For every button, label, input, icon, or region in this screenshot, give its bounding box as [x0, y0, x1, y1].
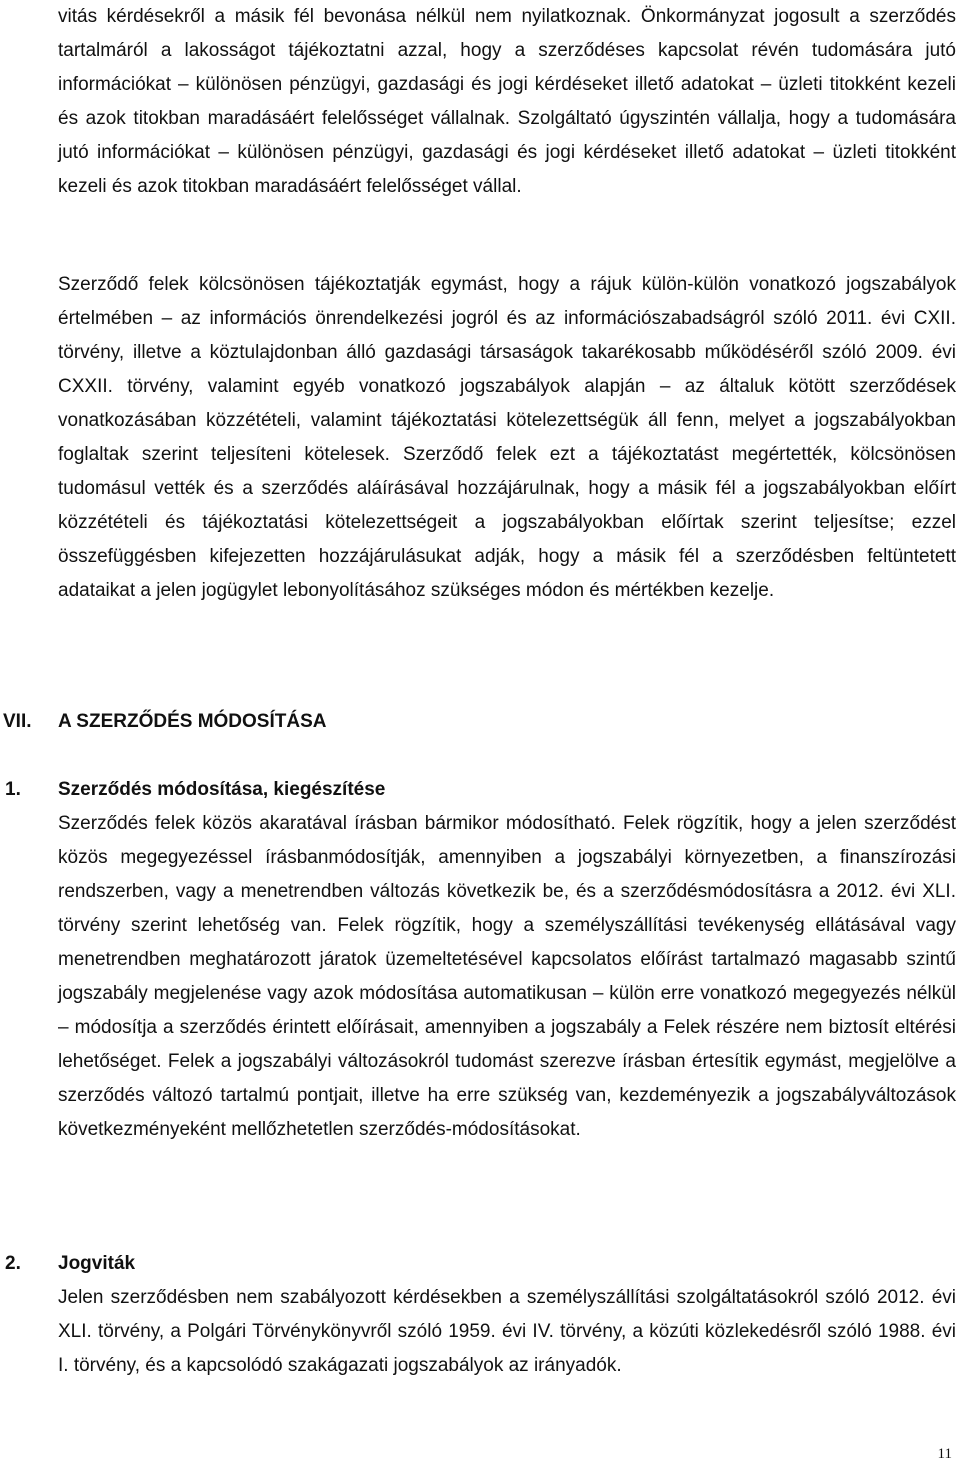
subsection-content: [58, 773, 956, 1147]
subsection-text: Jelen szerződésben nem szabályozott kérdésekben a személyszállítási szolgáltatásokról szóló 2012. évi XLI. törvény, a Polgári Törvénykönyvről szóló 1959. évi IV. törvény, a közúti közlekedésről szóló 1988. évi I. törvény, és a kapcsolódó szakágazati jogszabályok az irányadók.: [58, 1287, 956, 1376]
section-number: VII.: [3, 711, 32, 732]
subsection-number: 1.: [5, 779, 21, 800]
subsection-content: [58, 1247, 956, 1383]
subsection-title: Szerződés módosítása, kiegészítése: [58, 779, 386, 800]
subsection-text: Szerződés felek közös akaratával írásban bármikor módosítható. Felek rögzítik, hogy a jelen szerződést közös megegyezéssel írásbanmódosítják, amennyiben a jogszabályi környezetben, a finanszírozási rendszerben, vagy a menetrendben változás következik be, és a szerződésmódosításra a 2012. évi XLI. törvény szerint lehetőség van. Felek rögzítik, hogy a személyszállítási tevékenység ellátásával vagy menetrendben meghatározott járatok üzemeltetésével kapcsolatos előírást tartalmazó magasabb szintű jogszabály megjelenése vagy azok módosítása automatikusan – külön erre vonatkozó megegyezés nélkül – módosítja a szerződés érintett előírásait, amennyiben a jogszabály a Felek részére nem biztosít eltérési lehetőséget. Felek a jogszabályi változásokról tudomást szerezve írásban értesítik egymást, megjelölve a szerződés változó tartalmú pontjait, illetve ha erre szükség van, kezdeményezik a jogszabályváltozások következményeként mellőzhetetlen szerződés-módosításokat.: [58, 813, 956, 1140]
subsection-title: Jogviták: [58, 1253, 136, 1274]
paragraph-information-obligations: Szerződő felek kölcsönösen tájékoztatják egymást, hogy a rájuk külön-külön vonatkozó jogszabályok értelmében – az információs önrendelkezési jogról és az információszabadságról szóló 2011. évi CXII. törvény, illetve a köztulajdonban álló gazdasági társaságok takarékosabb működéséről szóló 2009. évi CXXII. törvény, valamint egyéb vonatkozó jogszabályok alapján – az általuk kötött szerződések vonatkozásában közzétételi, valamint tájékoztatási kötelezettségük áll fenn, melyet a jogszabályokban foglaltak szerint teljesíteni kötelesek. Szerződő felek ezt a tájékoztatást megértették, kölcsönösen tudomásul vették és a szerződés aláírásával hozzájárulnak, hogy a másik fél a jogszabályokban előírt közzétételi és tájékoztatási kötelezettségeit a jogszabályokban előírtak szerint teljesítse; ezzel összefüggésben kifejezetten hozzájárulásukat adják, hogy a másik fél a szerződésben feltüntetett adataikat a jelen jogügylet lebonyolításához szükséges módon és mértékben kezelje.: [58, 274, 956, 601]
page-number: 11: [937, 1446, 952, 1462]
section-title: A SZERZŐDÉS MÓDOSÍTÁSA: [58, 711, 327, 732]
subsection-number: 2.: [5, 1253, 21, 1274]
paragraph-confidentiality: vitás kérdésekről a másik fél bevonása nélkül nem nyilatkoznak. Önkormányzat jogosult a szerződés tartalmáról a lakosságot tájékoztatni azzal, hogy a szerződéses kapcsolat révén tudomására jutó információkat – különösen pénzügyi, gazdasági és jogi kérdéseket illető adatokat – üzleti titokként kezeli és azok titokban maradásáért felelősséget vállalnak. Szolgáltató úgyszintén vállalja, hogy a tudomására jutó információkat – különösen pénzügyi, gazdasági és jogi kérdéseket illető adatokat – üzleti titokként kezeli és azok titokban maradásáért felelősséget vállal.: [58, 6, 956, 197]
